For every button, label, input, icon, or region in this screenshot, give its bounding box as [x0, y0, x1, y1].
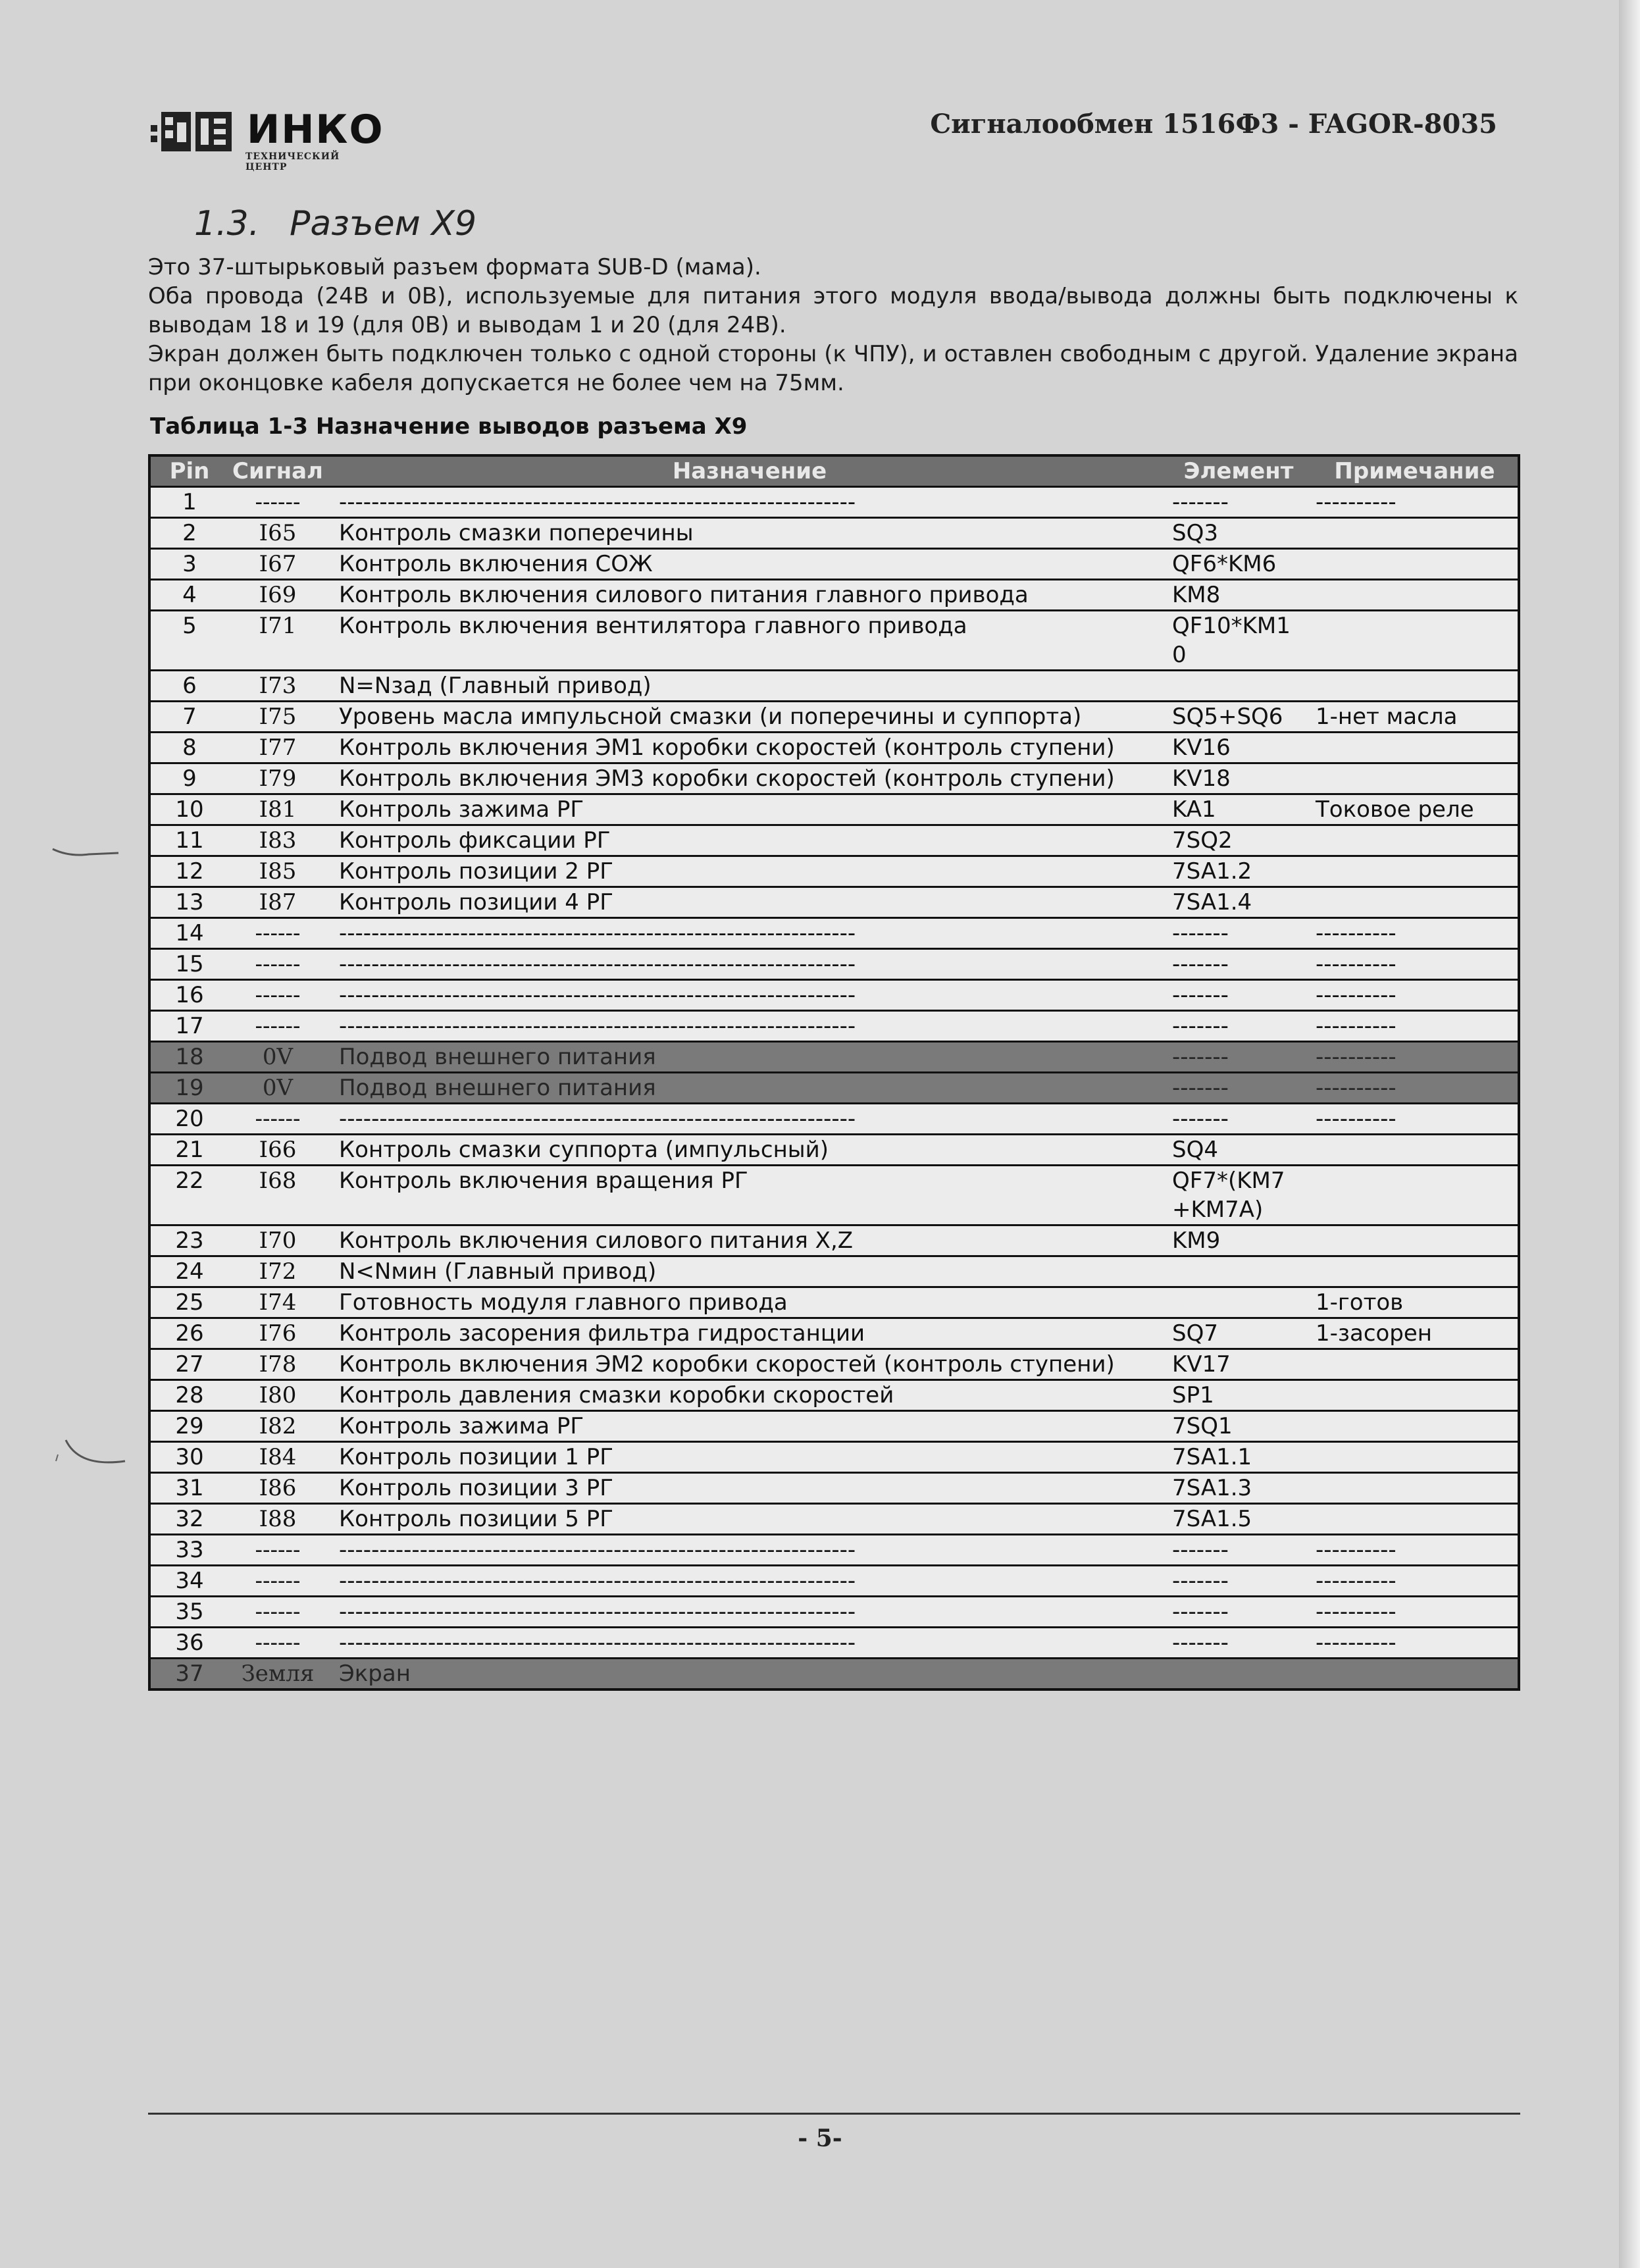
pin-cell: 5 — [182, 613, 197, 639]
pin-cell: 6 — [182, 673, 197, 699]
element-cell: ------- — [1172, 1568, 1229, 1594]
signal-cell: ------ — [255, 1568, 301, 1594]
table-row — [151, 888, 1518, 919]
note-cell — [1309, 1381, 1518, 1410]
element-cell: KV18 — [1172, 765, 1231, 792]
element-cell: 7SQ1 — [1172, 1413, 1233, 1439]
pen-mark-icon — [53, 1435, 132, 1474]
note-cell: ---------- — [1316, 1568, 1397, 1594]
note-cell — [1309, 764, 1518, 793]
signal-cell: ------ — [255, 982, 301, 1008]
note-cell: ---------- — [1316, 1075, 1397, 1101]
element-cell: QF10*KM1 0 — [1172, 613, 1291, 668]
pin-cell: 28 — [175, 1382, 204, 1408]
pin-cell: 32 — [175, 1506, 204, 1532]
purpose-cell: N<Nмин (Главный привод) — [339, 1258, 657, 1285]
element-cell: ------- — [1172, 1106, 1229, 1132]
note-cell — [1309, 1257, 1518, 1286]
signal-cell: I71 — [259, 613, 297, 639]
note-cell — [1309, 580, 1518, 609]
purpose-cell: ---------------------------------------------------------------- — [339, 982, 856, 1008]
table-row — [151, 1412, 1518, 1443]
purpose-cell: Экран — [339, 1661, 411, 1687]
purpose-cell: Готовность модуля главного привода — [339, 1289, 788, 1316]
table-row — [151, 1043, 1518, 1073]
signal-cell: I75 — [259, 704, 297, 730]
pin-cell: 36 — [175, 1630, 204, 1656]
table-row — [151, 764, 1518, 795]
pin-cell: 20 — [175, 1106, 204, 1132]
page-edge — [1619, 0, 1640, 2268]
signal-cell: I76 — [259, 1320, 297, 1347]
pin-cell: 12 — [175, 858, 204, 885]
signal-cell: I67 — [259, 551, 297, 577]
pin-cell: 23 — [175, 1227, 204, 1254]
table-row — [151, 1628, 1518, 1659]
purpose-cell: Контроль позиции 4 РГ — [339, 889, 613, 915]
signal-cell: ------ — [255, 1630, 301, 1656]
pin-cell: 30 — [175, 1444, 204, 1470]
pin-cell: 14 — [175, 920, 204, 946]
signal-cell: I68 — [259, 1168, 297, 1194]
table-row — [151, 826, 1518, 857]
table-row — [151, 1012, 1518, 1043]
signal-cell: I80 — [259, 1382, 297, 1408]
purpose-cell: Контроль засорения фильтра гидростанции — [339, 1320, 865, 1347]
element-cell: ------- — [1172, 1044, 1229, 1070]
table-row — [151, 1597, 1518, 1628]
signal-cell: I78 — [259, 1351, 297, 1378]
table-row — [151, 519, 1518, 550]
table-row — [151, 488, 1518, 519]
element-cell: 7SQ2 — [1172, 827, 1233, 854]
element-cell: 7SA1.2 — [1172, 858, 1252, 885]
element-cell: 7SA1.5 — [1172, 1506, 1252, 1532]
element-cell: ------- — [1172, 1075, 1229, 1101]
pin-cell: 34 — [175, 1568, 204, 1594]
purpose-cell: Контроль включения вращения РГ — [339, 1168, 748, 1194]
purpose-cell: ---------------------------------------------------------------- — [339, 951, 856, 977]
pin-cell: 21 — [175, 1137, 204, 1163]
purpose-cell: Контроль включения СОЖ — [339, 551, 653, 577]
element-cell: SQ3 — [1172, 520, 1218, 546]
note-cell — [1309, 888, 1518, 917]
pin-cell: 31 — [175, 1475, 204, 1501]
pin-cell: 17 — [175, 1013, 204, 1039]
element-cell — [1164, 671, 1309, 700]
table-row — [151, 1443, 1518, 1474]
purpose-cell: N=Nзад (Главный привод) — [339, 673, 652, 699]
purpose-cell: Контроль смазки поперечины — [339, 520, 694, 546]
purpose-cell: Контроль позиции 2 РГ — [339, 858, 613, 885]
note-cell — [1309, 1135, 1518, 1164]
section-title: Разъем X9 — [290, 204, 477, 244]
table-row — [151, 950, 1518, 981]
pin-cell: 35 — [175, 1599, 204, 1625]
note-cell: 1-нет масла — [1316, 704, 1458, 730]
purpose-cell: Контроль позиции 3 РГ — [339, 1475, 613, 1501]
table-row — [151, 919, 1518, 950]
pin-cell: 27 — [175, 1351, 204, 1378]
table-row — [151, 1257, 1518, 1288]
purpose-cell: Контроль включения ЭМ2 коробки скоростей (контроль ступени) — [339, 1351, 1115, 1378]
purpose-cell: ---------------------------------------------------------------- — [339, 920, 856, 946]
table-row — [151, 1104, 1518, 1135]
note-cell: ---------- — [1316, 1044, 1397, 1070]
pin-cell: 25 — [175, 1289, 204, 1316]
signal-cell: I85 — [259, 858, 297, 885]
element-cell — [1164, 1288, 1309, 1317]
purpose-cell: Контроль включения силового питания главного привода — [339, 582, 1029, 608]
signal-cell: I65 — [259, 520, 297, 546]
note-cell — [1309, 519, 1518, 548]
note-cell: 1-засорен — [1316, 1320, 1433, 1347]
header-signal: Сигнал — [232, 458, 323, 484]
pin-cell: 24 — [175, 1258, 204, 1285]
signal-cell: ------ — [255, 1013, 301, 1039]
purpose-cell: Контроль включения вентилятора главного привода — [339, 613, 967, 639]
purpose-cell: Контроль позиции 1 РГ — [339, 1444, 613, 1470]
note-cell — [1309, 1412, 1518, 1441]
note-cell: Токовое реле — [1316, 796, 1474, 823]
table-row — [151, 1350, 1518, 1381]
note-cell — [1309, 1443, 1518, 1472]
pin-cell: 33 — [175, 1537, 204, 1563]
table-row — [151, 580, 1518, 611]
purpose-cell: Подвод внешнего питания — [339, 1044, 656, 1070]
pin-cell: 19 — [175, 1075, 204, 1101]
table-row — [151, 1659, 1518, 1688]
note-cell — [1309, 733, 1518, 762]
logo-subtitle: ТЕХНИЧЕСКИЙ ЦЕНТР — [245, 151, 340, 172]
table-row — [151, 1505, 1518, 1535]
table-row — [151, 1073, 1518, 1104]
note-cell: ---------- — [1316, 1599, 1397, 1625]
element-cell: ------- — [1172, 920, 1229, 946]
table-row — [151, 550, 1518, 580]
signal-cell: I74 — [259, 1289, 297, 1316]
element-cell: SQ5+SQ6 — [1172, 704, 1283, 730]
signal-cell: I73 — [259, 673, 297, 699]
paragraph: Это 37-штырьковый разъем формата SUB-D (мама). — [148, 254, 761, 280]
pin-cell: 1 — [182, 489, 197, 515]
signal-cell: ------ — [255, 951, 301, 977]
table-row — [151, 1566, 1518, 1597]
signal-cell: I83 — [259, 827, 297, 854]
purpose-cell: Уровень масла импульсной смазки (и поперечины и суппорта) — [339, 704, 1082, 730]
note-cell: ---------- — [1316, 1013, 1397, 1039]
purpose-cell: Подвод внешнего питания — [339, 1075, 656, 1101]
purpose-cell: Контроль включения силового питания X,Z — [339, 1227, 854, 1254]
note-cell — [1309, 1350, 1518, 1379]
purpose-cell: Контроль включения ЭМ3 коробки скоростей (контроль ступени) — [339, 765, 1115, 792]
note-cell — [1309, 1474, 1518, 1503]
note-cell — [1309, 671, 1518, 700]
pen-mark-icon — [49, 836, 122, 862]
signal-cell: ------ — [255, 1599, 301, 1625]
element-cell: KM9 — [1172, 1227, 1221, 1254]
header-pin: Pin — [169, 458, 210, 484]
paragraph: Экран должен быть подключен только с одной стороны (к ЧПУ), и оставлен свободным с другой. Удаление экрана при оконцовке кабеля допускается не более чем на 75мм. — [148, 341, 1518, 396]
table-row — [151, 1135, 1518, 1166]
element-cell: QF7*(KM7 +KM7A) — [1172, 1168, 1285, 1223]
pin-cell: 7 — [182, 704, 197, 730]
element-cell: SQ4 — [1172, 1137, 1218, 1163]
logo-text: ИНКО — [247, 107, 384, 153]
note-cell — [1309, 1226, 1518, 1255]
pin-assignment-table — [148, 454, 1520, 1691]
purpose-cell: ---------------------------------------------------------------- — [339, 489, 856, 515]
pin-cell: 15 — [175, 951, 204, 977]
table-row — [151, 1381, 1518, 1412]
element-cell — [1164, 1257, 1309, 1286]
purpose-cell: Контроль давления смазки коробки скоростей — [339, 1382, 894, 1408]
header-note: Примечание — [1334, 458, 1495, 484]
table-row — [151, 1474, 1518, 1505]
element-cell: SQ7 — [1172, 1320, 1218, 1347]
pin-cell: 22 — [175, 1168, 204, 1194]
signal-cell: I66 — [259, 1137, 297, 1163]
table-row — [151, 1226, 1518, 1257]
element-cell: ------- — [1172, 1599, 1229, 1625]
purpose-cell: ---------------------------------------------------------------- — [339, 1568, 856, 1594]
table-row — [151, 857, 1518, 888]
purpose-cell: Контроль включения ЭМ1 коробки скоростей (контроль ступени) — [339, 735, 1115, 761]
signal-cell: I69 — [259, 582, 297, 608]
pin-cell: 8 — [182, 735, 197, 761]
element-cell: 7SA1.1 — [1172, 1444, 1252, 1470]
note-cell — [1309, 611, 1518, 669]
note-cell — [1309, 550, 1518, 579]
section-number: 1.3. — [194, 204, 260, 244]
element-cell: KV16 — [1172, 735, 1231, 761]
pin-cell: 37 — [175, 1661, 204, 1687]
purpose-cell: ---------------------------------------------------------------- — [339, 1599, 856, 1625]
note-cell: ---------- — [1316, 920, 1397, 946]
note-cell: ---------- — [1316, 1537, 1397, 1563]
section-heading — [194, 204, 476, 244]
element-cell: ------- — [1172, 1537, 1229, 1563]
note-cell: ---------- — [1316, 489, 1397, 515]
purpose-cell: ---------------------------------------------------------------- — [339, 1630, 856, 1656]
purpose-cell: Контроль зажима РГ — [339, 1413, 584, 1439]
purpose-cell: Контроль смазки суппорта (импульсный) — [339, 1137, 829, 1163]
signal-cell: I81 — [259, 796, 297, 823]
pin-cell: 29 — [175, 1413, 204, 1439]
purpose-cell: Контроль фиксации РГ — [339, 827, 611, 854]
paragraph: Оба провода (24В и 0В), используемые для питания этого модуля ввода/вывода должны быть подключены к выводам 18 и 19 (для 0В) и выводам 1 и 20 (для 24В). — [148, 283, 1518, 338]
element-cell: ------- — [1172, 489, 1229, 515]
table-row — [151, 1166, 1518, 1226]
document-title: Сигналообмен 1516Ф3 - FAGOR-8035 — [930, 109, 1497, 140]
element-cell: SP1 — [1172, 1382, 1214, 1408]
table-row — [151, 733, 1518, 764]
signal-cell: I86 — [259, 1475, 297, 1501]
signal-cell: ------ — [255, 1537, 301, 1563]
footer-divider — [148, 2113, 1520, 2115]
signal-cell: I72 — [259, 1258, 297, 1285]
table-row — [151, 1288, 1518, 1319]
signal-cell: Земля — [241, 1661, 315, 1687]
note-cell — [1309, 857, 1518, 886]
page-number: - 5- — [798, 2125, 842, 2152]
table-row — [151, 1319, 1518, 1350]
header-purpose: Назначение — [672, 458, 827, 484]
pin-cell: 26 — [175, 1320, 204, 1347]
pin-cell: 11 — [175, 827, 204, 854]
pin-cell: 13 — [175, 889, 204, 915]
signal-cell: ------ — [255, 489, 301, 515]
table-row — [151, 671, 1518, 702]
signal-cell: I88 — [259, 1506, 297, 1532]
note-cell — [1309, 1166, 1518, 1224]
pin-cell: 2 — [182, 520, 197, 546]
purpose-cell: ---------------------------------------------------------------- — [339, 1537, 856, 1563]
table-row — [151, 1535, 1518, 1566]
signal-cell: I77 — [259, 735, 297, 761]
note-cell — [1309, 1659, 1518, 1688]
element-cell: KV17 — [1172, 1351, 1231, 1378]
company-logo — [148, 105, 385, 172]
element-cell: ------- — [1172, 1013, 1229, 1039]
signal-cell: I87 — [259, 889, 297, 915]
table-row — [151, 611, 1518, 671]
element-cell — [1164, 1659, 1309, 1688]
header-element: Элемент — [1183, 458, 1294, 484]
purpose-cell: ---------------------------------------------------------------- — [339, 1013, 856, 1039]
note-cell: ---------- — [1316, 1630, 1397, 1656]
note-cell — [1309, 1505, 1518, 1533]
table-row — [151, 981, 1518, 1012]
element-cell: 7SA1.4 — [1172, 889, 1252, 915]
pin-cell: 16 — [175, 982, 204, 1008]
element-cell: ------- — [1172, 982, 1229, 1008]
note-cell: 1-готов — [1316, 1289, 1404, 1316]
signal-cell: ------ — [255, 920, 301, 946]
table-caption: Таблица 1-3 Назначение выводов разъема X9 — [150, 413, 748, 440]
purpose-cell: Контроль позиции 5 РГ — [339, 1506, 613, 1532]
logo-mark-icon — [148, 105, 240, 158]
note-cell: ---------- — [1316, 1106, 1397, 1132]
pin-cell: 18 — [175, 1044, 204, 1070]
table-row — [151, 702, 1518, 733]
note-cell: ---------- — [1316, 951, 1397, 977]
purpose-cell: Контроль зажима РГ — [339, 796, 584, 823]
note-cell: ---------- — [1316, 982, 1397, 1008]
pin-cell: 9 — [182, 765, 197, 792]
signal-cell: I82 — [259, 1413, 297, 1439]
table-header-row — [151, 457, 1518, 488]
signal-cell: I79 — [259, 765, 297, 792]
element-cell: ------- — [1172, 1630, 1229, 1656]
signal-cell: I84 — [259, 1444, 297, 1470]
signal-cell: I70 — [259, 1227, 297, 1254]
signal-cell: 0V — [262, 1044, 294, 1070]
element-cell: KM8 — [1172, 582, 1221, 608]
element-cell: 7SA1.3 — [1172, 1475, 1252, 1501]
pin-cell: 10 — [175, 796, 204, 823]
table-row — [151, 795, 1518, 826]
pin-cell: 3 — [182, 551, 197, 577]
note-cell — [1309, 826, 1518, 855]
element-cell: QF6*KM6 — [1172, 551, 1277, 577]
signal-cell: 0V — [262, 1075, 294, 1101]
element-cell: KA1 — [1172, 796, 1216, 823]
signal-cell: ------ — [255, 1106, 301, 1132]
pin-cell: 4 — [182, 582, 197, 608]
purpose-cell: ---------------------------------------------------------------- — [339, 1106, 856, 1132]
element-cell: ------- — [1172, 951, 1229, 977]
